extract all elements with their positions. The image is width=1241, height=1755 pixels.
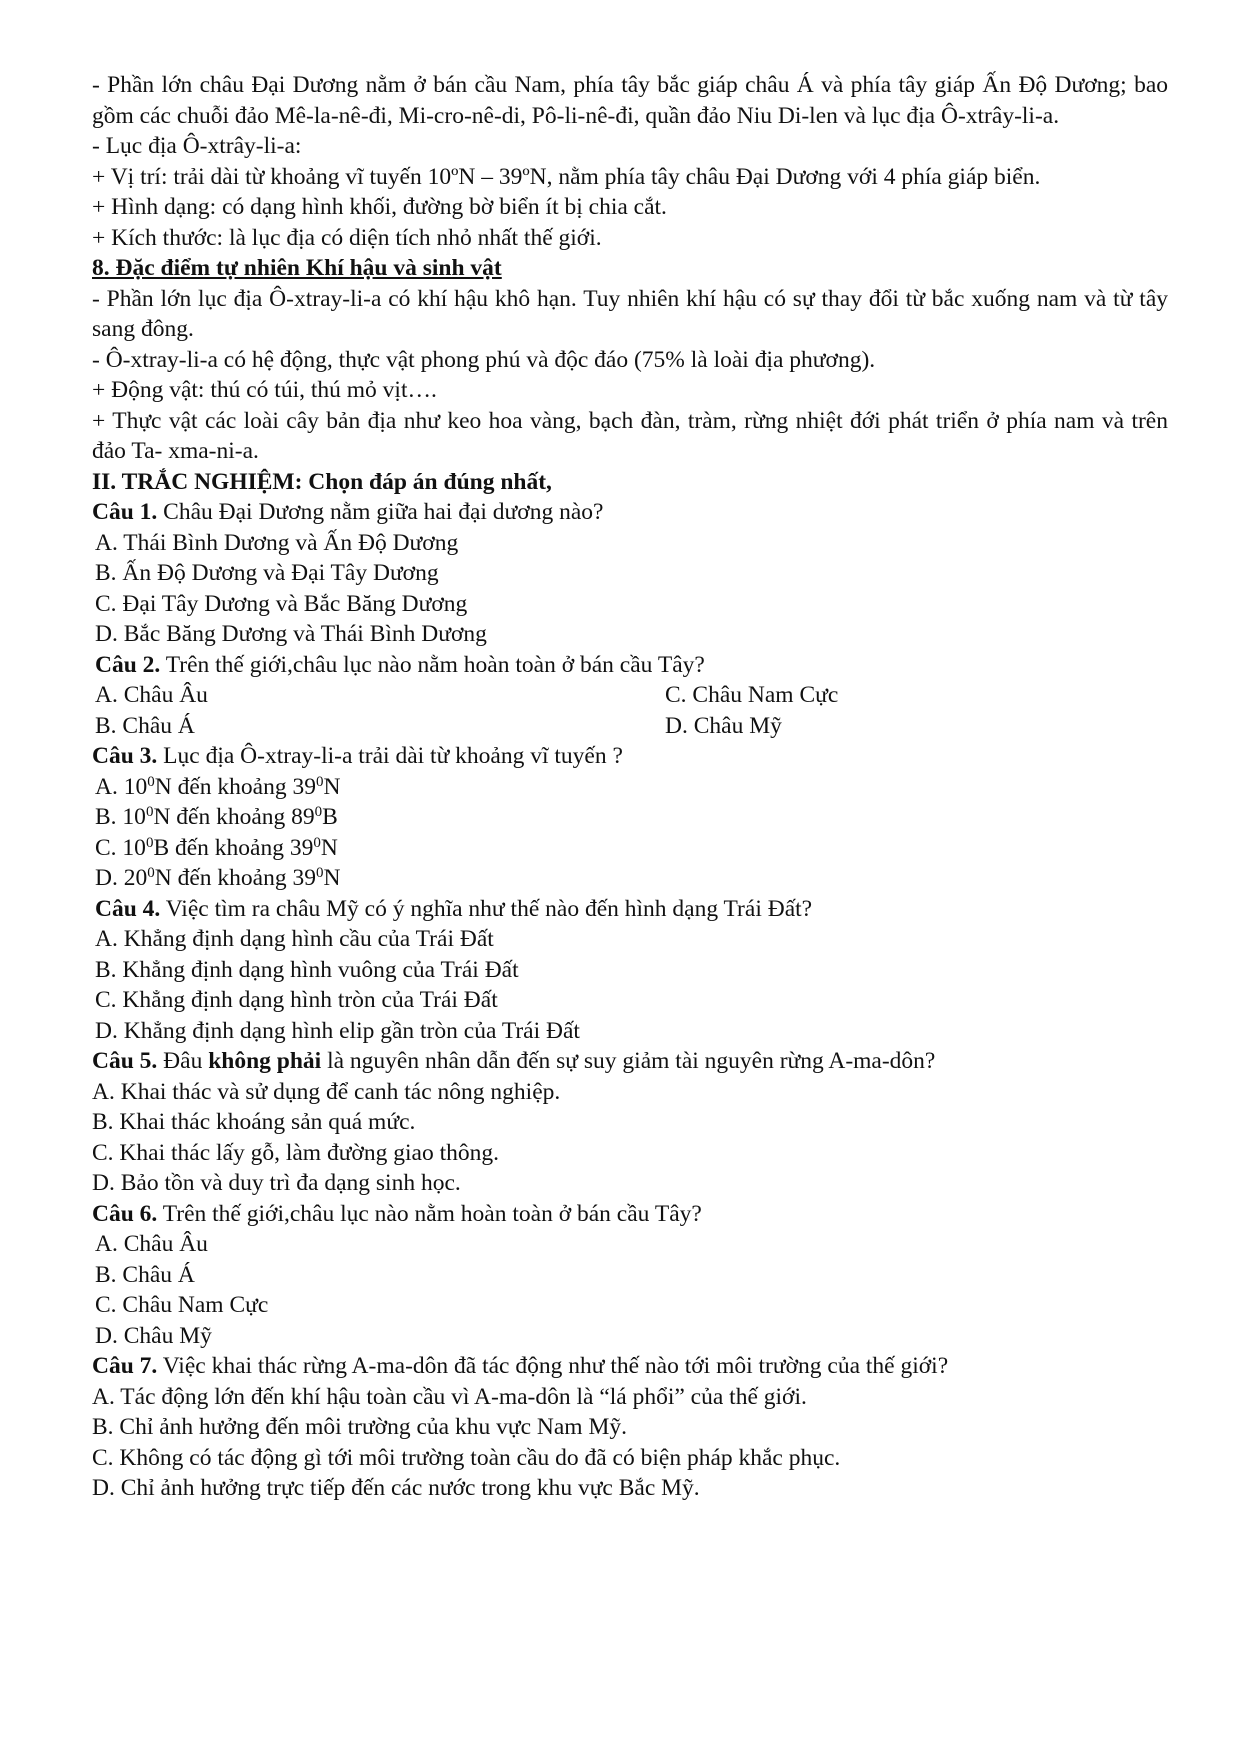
answer-row <box>92 680 1168 711</box>
answer-option: C. Không có tác động gì tới môi trường toàn cầu do đã có biện pháp khắc phục. <box>92 1444 841 1471</box>
question-number: Câu 4. <box>95 895 161 922</box>
question-number: Câu 5. <box>92 1048 158 1074</box>
answer-option: C. Châu Nam Cực <box>95 1292 269 1318</box>
section-heading-climate: 8. Đặc điểm tự nhiên Khí hậu và sinh vật <box>92 255 502 281</box>
answer-option: C. Khai thác lấy gỗ, làm đường giao thông. <box>92 1139 499 1166</box>
question-number: Câu 7. <box>92 1353 158 1379</box>
answer-option: D. Chỉ ảnh hưởng trực tiếp đến các nước trong khu vực Bắc Mỹ. <box>92 1475 700 1501</box>
question-emphasis: không phải <box>208 1048 322 1074</box>
answer-option: D. $20^0N$ đến khoảng $39^0N$ <box>95 865 341 891</box>
answer-option: C. $10^0B$ đến khoảng $39^0N$ <box>95 834 338 861</box>
answer-option: B. Châu Á <box>95 712 195 739</box>
paragraph-australia-heading: - Lục địa Ô-xtrây-li-a: <box>92 133 302 159</box>
question-3 <box>92 741 1168 772</box>
question-7 <box>92 1351 1168 1382</box>
question-number: Câu 6. <box>92 1200 158 1227</box>
paragraph-australia-size: + Kích thước: là lục địa có diện tích nhỏ nhất thế giới. <box>92 224 602 251</box>
question-2 <box>92 650 1168 681</box>
answer-option: B. Chỉ ảnh hưởng đến môi trường của khu vực Nam Mỹ. <box>92 1414 627 1440</box>
question-number: Câu 1. <box>92 499 158 525</box>
answer-option: A. Tác động lớn đến khí hậu toàn cầu vì A-ma-dôn là “lá phổi” của thế giới. <box>92 1383 807 1410</box>
question-6 <box>92 1199 1168 1230</box>
question-text: Trên thế giới,châu lục nào nằm hoàn toàn ở bán cầu Tây? <box>160 651 705 678</box>
question-number: Câu 3. <box>92 743 158 769</box>
question-text: Trên thế giới,châu lục nào nằm hoàn toàn ở bán cầu Tây? <box>157 1200 702 1227</box>
question-text: Việc tìm ra châu Mỹ có ý nghĩa như thế nào đến hình dạng Trái Đất? <box>160 895 813 922</box>
answer-option: A. Châu Âu <box>95 1231 208 1257</box>
paragraph-oceania-location: - Phần lớn châu Đại Dương nằm ở bán cầu Nam, phía tây bắc giáp châu Á và phía tây giáp Ấn Độ Dương; bao gồm các chuỗi đảo Mê-la-nê-đi, Mi-cro-nê-di, Pô-li-nê-đi, quần đảo Niu Di-len và lục địa Ô-xtrây-li-a. <box>92 72 1168 129</box>
answer-option: C. Châu Nam Cực <box>665 682 839 708</box>
answer-option: D. Khẳng định dạng hình elip gần tròn của Trái Đất <box>95 1017 580 1044</box>
answer-option: B. Ấn Độ Dương và Đại Tây Dương <box>95 560 439 586</box>
section-title-quiz: II. TRẮC NGHIỆM: Chọn đáp án đúng nhất, <box>92 468 552 495</box>
paragraph-australia-position: + Vị trí: trải dài từ khoảng vĩ tuyến 10ºN – 39ºN, nằm phía tây châu Đại Dương với 4 phía giáp biển. <box>92 163 1041 190</box>
answer-option: B. Châu Á <box>95 1261 195 1288</box>
question-text: Châu Đại Dương nằm giữa hai đại dương nào? <box>157 499 604 525</box>
answer-option: A. Khai thác và sử dụng để canh tác nông nghiệp. <box>92 1078 561 1105</box>
question-text: Lục địa Ô-xtray-li-a trải dài từ khoảng vĩ tuyến ? <box>157 743 623 769</box>
answer-option: A. Châu Âu <box>95 682 208 708</box>
question-1 <box>92 497 1168 528</box>
answer-option: A. Thái Bình Dương và Ấn Độ Dương <box>95 529 459 556</box>
answer-option: C. Khẳng định dạng hình tròn của Trái Đất <box>95 987 498 1013</box>
document-content <box>92 70 1168 1504</box>
answer-option: D. Châu Mỹ <box>95 1322 212 1349</box>
answer-option: D. Châu Mỹ <box>665 712 782 739</box>
answer-option: D. Bảo tồn và duy trì đa dạng sinh học. <box>92 1170 461 1196</box>
question-5: Câu 5. Đâu không phải là nguyên nhân dẫn đến sự suy giảm tài nguyên rừng A-ma-dôn? <box>92 1048 936 1074</box>
paragraph-climate: - Phần lớn lục địa Ô-xtray-li-a có khí hậu khô hạn. Tuy nhiên khí hậu có sự thay đổi từ bắc xuống nam và từ tây sang đông. <box>92 285 1168 342</box>
question-number: Câu 2. <box>95 651 161 678</box>
answer-row <box>92 711 1168 742</box>
answer-option: A. $10^0N$ đến khoảng $39^0N$ <box>95 773 341 800</box>
question-text: Việc khai thác rừng A-ma-dôn đã tác động như thế nào tới môi trường của thế giới? <box>157 1353 949 1379</box>
answer-option: A. Khẳng định dạng hình cầu của Trái Đất <box>95 926 494 952</box>
paragraph-plants: + Thực vật các loài cây bản địa như keo hoa vàng, bạch đàn, tràm, rừng nhiệt đới phát triển ở phía nam và trên đảo Ta- xma-ni-a. <box>92 407 1168 464</box>
paragraph-australia-shape: + Hình dạng: có dạng hình khối, đường bờ biển ít bị chia cắt. <box>92 194 667 220</box>
answer-option: B. $10^0N$ đến khoảng $89^0B$ <box>95 804 338 830</box>
paragraph-biota: - Ô-xtray-li-a có hệ động, thực vật phong phú và độc đáo (75% là loài địa phương). <box>92 346 876 373</box>
paragraph-animals: + Động vật: thú có túi, thú mỏ vịt…. <box>92 377 437 403</box>
answer-option: C. Đại Tây Dương và Bắc Băng Dương <box>95 590 468 617</box>
answer-option: B. Khai thác khoáng sản quá mức. <box>92 1109 416 1135</box>
question-4 <box>92 894 1168 925</box>
answer-option: D. Bắc Băng Dương và Thái Bình Dương <box>95 621 487 647</box>
answer-option: B. Khẳng định dạng hình vuông của Trái Đất <box>95 956 519 983</box>
